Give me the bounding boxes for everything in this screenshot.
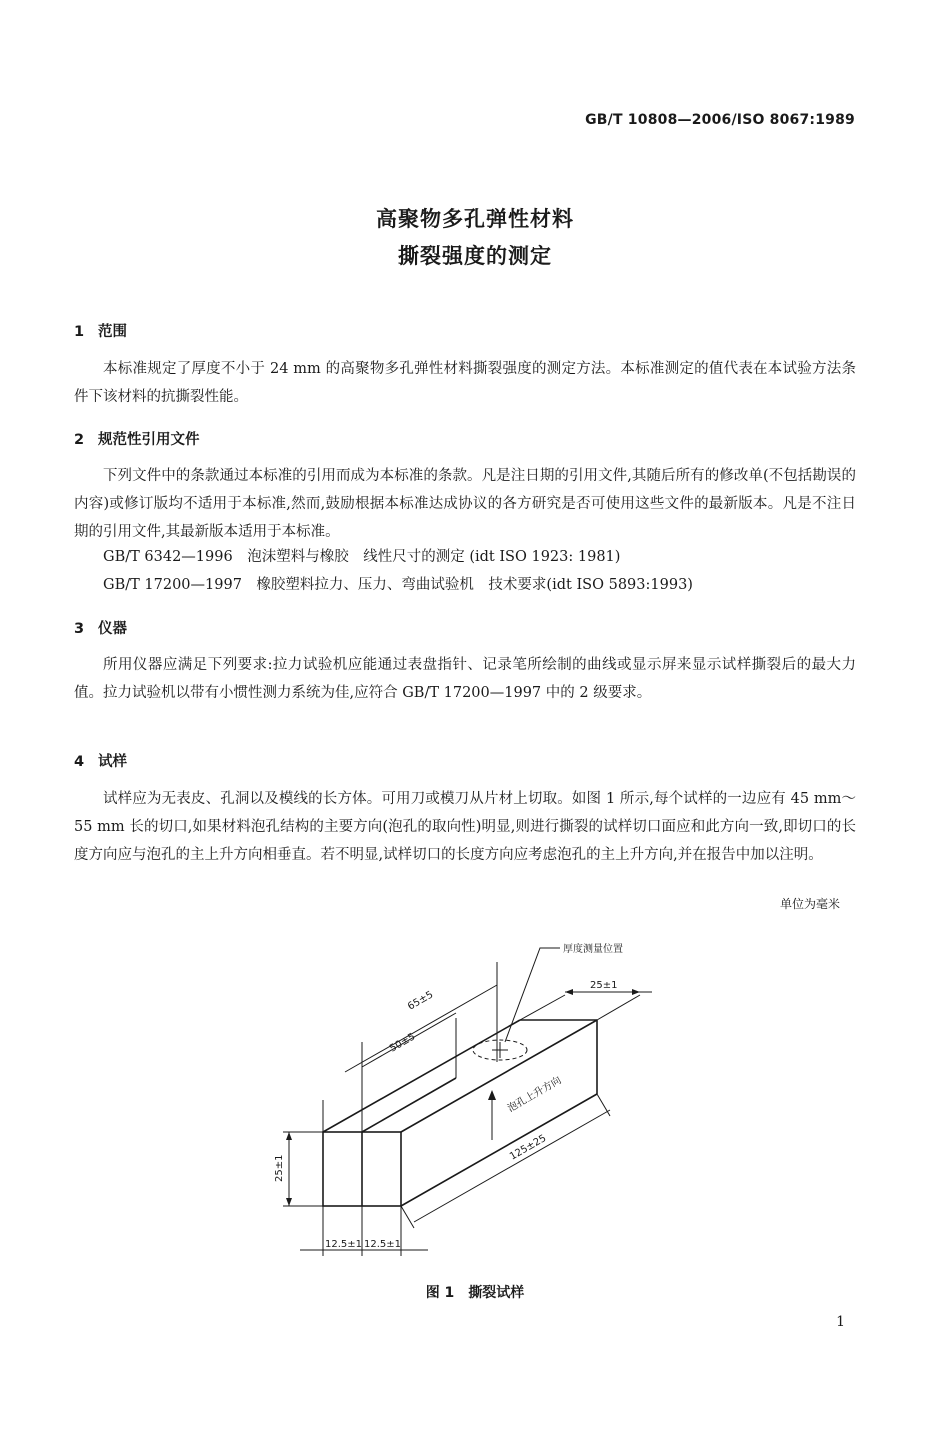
extension-line [597,1094,610,1116]
label-cut-length-inner: 50±5 [388,1031,418,1055]
top-edge-left [323,1020,520,1132]
label-width-top: 25±1 [590,980,618,991]
unit-note: 单位为毫米 [779,897,840,911]
top-cut-slit [362,1078,456,1132]
extension-line [597,995,640,1020]
section-2-heading [74,428,200,449]
figure-caption-label: 图 1 [425,1285,455,1301]
section-title: 仪器 [98,621,127,637]
section-title: 范围 [98,324,127,340]
label-thickness-position: 厚度测量位置 [563,944,623,955]
arrowhead [286,1198,292,1206]
page-number: 1 [836,1314,845,1330]
document-title-line-1: 高聚物多孔弹性材料 [376,207,574,231]
thickness-leader-line [505,948,560,1042]
section-number: 4 [74,754,85,770]
tear-specimen-figure [0,930,950,1270]
section-4-heading [74,750,127,771]
section-4-paragraph: 试样应为无表皮、孔洞以及模线的长方体。可用刀或模刀从片材上切取。如图 1 所示,每个试样的一边应有 45 mm～55 mm 长的切口,如果材料泡孔结构的主要方向(泡孔的取向性)明显,则进行撕裂的试样切口面应和此方向一致,即切口的长度方向应与泡孔的主上升方向相垂直。若不明显,试样切口的长度方向应考虑泡孔的主上升方向,并在报告中加以注明。 [74,791,856,863]
section-2-paragraph: 下列文件中的条款通过本标准的引用而成为本标准的条款。凡是注日期的引用文件,其随后所有的修改单(不包括勘误的内容)或修订版均不适用于本标准,然而,鼓励根据本标准达成协议的各方研究是否可使用这些文件的最新版本。凡是不注日期的引用文件,其最新版本适用于本标准。 [74,468,856,540]
section-title: 规范性引用文件 [98,432,200,448]
reference-item: GB/T 6342—1996 泡沫塑料与橡胶 线性尺寸的测定 (idt ISO 1923: 1981) [103,549,621,565]
section-3-paragraph: 所用仪器应满足下列要求:拉力试验机应能通过表盘指针、记录笔所绘制的曲线或显示屏来显示试样撕裂后的最大力值。拉力试验机以带有小惯性测力系统为佳,应符合 GB/T 17200—1997 中的 2 级要求。 [74,657,856,701]
label-length: 125±25 [508,1132,549,1163]
section-title: 试样 [98,754,127,770]
standard-code: GB/T 10808—2006/ISO 8067:1989 [585,112,855,128]
section-3-heading [74,617,127,638]
figure-caption-text: 撕裂试样 [468,1285,525,1301]
arrowhead [488,1090,496,1100]
reference-item: GB/T 17200—1997 橡胶塑料拉力、压力、弯曲试验机 技术要求(idt ISO 5893:1993) [103,577,693,593]
dimension-line-125 [414,1110,610,1222]
section-1-heading [74,320,127,341]
label-half-width-left: 12.5±1 [325,1239,363,1250]
section-number: 3 [74,621,85,637]
arrowhead [286,1132,292,1140]
label-rise-direction: 泡孔上升方向 [506,1075,564,1115]
section-number: 1 [74,324,85,340]
side-edge-bottom [401,1094,597,1206]
document-title-line-2: 撕裂强度的测定 [398,244,552,268]
section-1-paragraph: 本标准规定了厚度不小于 24 mm 的高聚物多孔弹性材料撕裂强度的测定方法。本标准测定的值代表在本试验方法条件下该材料的抗撕裂性能。 [74,361,856,405]
label-half-width-right: 12.5±1 [364,1239,402,1250]
extension-line [520,995,565,1020]
label-height: 25±1 [274,1154,285,1182]
extension-line [401,1206,414,1228]
top-edge-right [401,1020,597,1132]
arrowhead [632,989,640,995]
arrowhead [565,989,573,995]
figure-caption [0,1282,950,1302]
label-cut-length-outer: 65±5 [406,989,436,1013]
section-number: 2 [74,432,85,448]
